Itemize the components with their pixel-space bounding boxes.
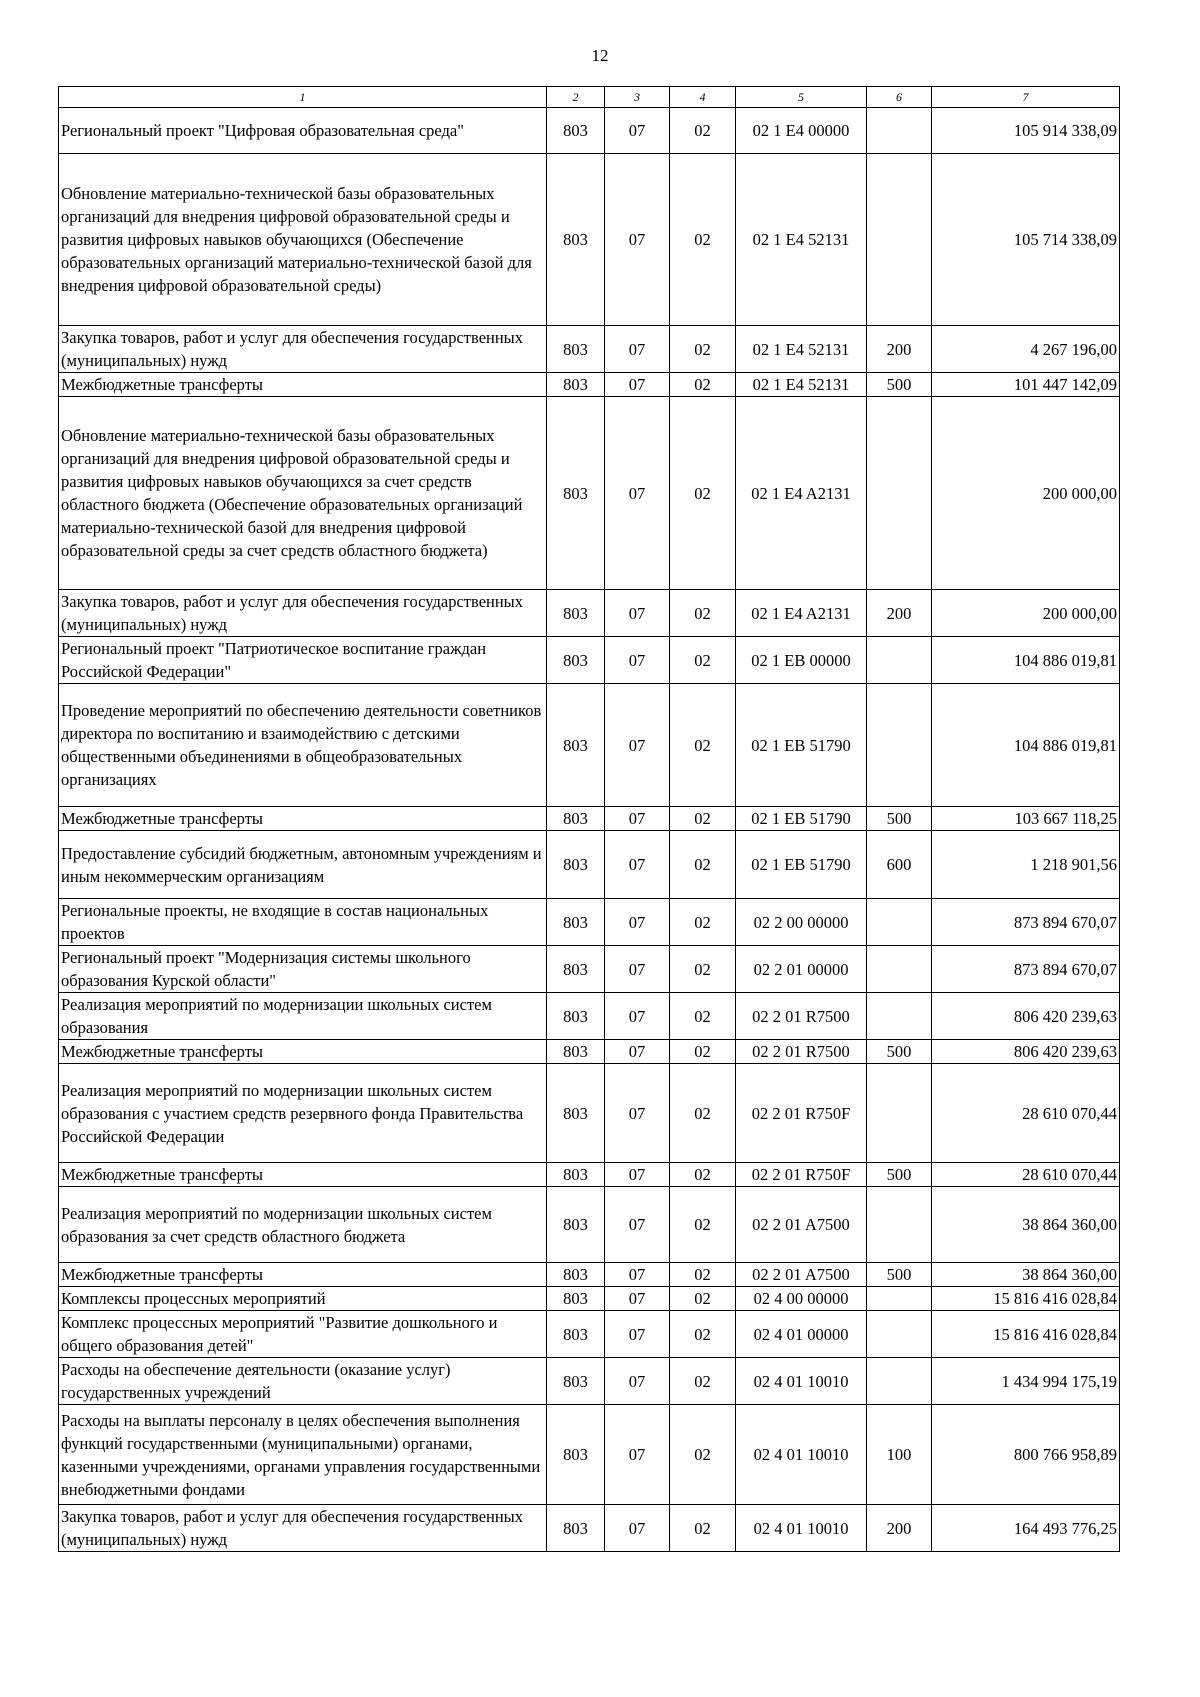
- section-code-cell: 07: [605, 1505, 670, 1552]
- expense-name-cell: Межбюджетные трансферты: [59, 1263, 547, 1287]
- table-row: [59, 397, 1120, 590]
- section-code-cell: 07: [605, 1358, 670, 1405]
- subsection-code-cell: 02: [670, 108, 736, 154]
- expense-type-cell: [867, 1311, 932, 1358]
- target-article-cell: 02 2 01 R750F: [736, 1064, 867, 1163]
- amount-cell: 1 434 994 175,19: [932, 1358, 1120, 1405]
- column-header: 3: [605, 87, 670, 108]
- subsection-code-cell: 02: [670, 1311, 736, 1358]
- table-body: [59, 108, 1120, 1552]
- amount-cell: 806 420 239,63: [932, 993, 1120, 1040]
- section-code-cell: 07: [605, 1405, 670, 1505]
- amount-cell: 28 610 070,44: [932, 1064, 1120, 1163]
- expense-name-cell: Реализация мероприятий по модернизации школьных систем образования: [59, 993, 547, 1040]
- expense-type-cell: [867, 1358, 932, 1405]
- expense-name-cell: Межбюджетные трансферты: [59, 373, 547, 397]
- expense-type-cell: [867, 946, 932, 993]
- expense-name-cell: Реализация мероприятий по модернизации школьных систем образования за счет средств областного бюджета: [59, 1187, 547, 1263]
- section-code-cell: 07: [605, 397, 670, 590]
- amount-cell: 38 864 360,00: [932, 1263, 1120, 1287]
- table-row: [59, 831, 1120, 899]
- ministry-code-cell: 803: [547, 1358, 605, 1405]
- section-code-cell: 07: [605, 1040, 670, 1064]
- expense-name-cell: Комплексы процессных мероприятий: [59, 1287, 547, 1311]
- section-code-cell: 07: [605, 154, 670, 326]
- ministry-code-cell: 803: [547, 807, 605, 831]
- expense-type-cell: 200: [867, 590, 932, 637]
- table-row: [59, 108, 1120, 154]
- target-article-cell: 02 2 01 00000: [736, 946, 867, 993]
- ministry-code-cell: 803: [547, 397, 605, 590]
- subsection-code-cell: 02: [670, 1505, 736, 1552]
- amount-cell: 164 493 776,25: [932, 1505, 1120, 1552]
- ministry-code-cell: 803: [547, 1505, 605, 1552]
- table-header-row: [59, 87, 1120, 108]
- expense-type-cell: 500: [867, 807, 932, 831]
- subsection-code-cell: 02: [670, 684, 736, 807]
- amount-cell: 806 420 239,63: [932, 1040, 1120, 1064]
- column-header: 7: [932, 87, 1120, 108]
- section-code-cell: 07: [605, 637, 670, 684]
- subsection-code-cell: 02: [670, 590, 736, 637]
- section-code-cell: 07: [605, 1064, 670, 1163]
- expense-name-cell: Комплекс процессных мероприятий "Развитие дошкольного и общего образования детей": [59, 1311, 547, 1358]
- expense-type-cell: 500: [867, 1263, 932, 1287]
- expense-type-cell: [867, 684, 932, 807]
- expense-type-cell: 200: [867, 326, 932, 373]
- amount-cell: 800 766 958,89: [932, 1405, 1120, 1505]
- amount-cell: 105 914 338,09: [932, 108, 1120, 154]
- target-article-cell: 02 2 01 R7500: [736, 1040, 867, 1064]
- table-row: [59, 1505, 1120, 1552]
- column-header: 5: [736, 87, 867, 108]
- subsection-code-cell: 02: [670, 397, 736, 590]
- table-row: [59, 946, 1120, 993]
- target-article-cell: 02 4 01 00000: [736, 1311, 867, 1358]
- target-article-cell: 02 2 01 R7500: [736, 993, 867, 1040]
- subsection-code-cell: 02: [670, 1405, 736, 1505]
- expense-type-cell: [867, 993, 932, 1040]
- target-article-cell: 02 1 EB 51790: [736, 831, 867, 899]
- subsection-code-cell: 02: [670, 637, 736, 684]
- subsection-code-cell: 02: [670, 807, 736, 831]
- amount-cell: 101 447 142,09: [932, 373, 1120, 397]
- target-article-cell: 02 4 01 10010: [736, 1405, 867, 1505]
- amount-cell: 38 864 360,00: [932, 1187, 1120, 1263]
- expense-type-cell: 500: [867, 1163, 932, 1187]
- amount-cell: 104 886 019,81: [932, 684, 1120, 807]
- target-article-cell: 02 1 EB 00000: [736, 637, 867, 684]
- target-article-cell: 02 2 00 00000: [736, 899, 867, 946]
- table-row: [59, 1263, 1120, 1287]
- table-row: [59, 637, 1120, 684]
- expense-name-cell: Реализация мероприятий по модернизации школьных систем образования с участием средств резервного фонда Правительства Российской Федерации: [59, 1064, 547, 1163]
- expense-type-cell: [867, 108, 932, 154]
- table-row: [59, 154, 1120, 326]
- ministry-code-cell: 803: [547, 1311, 605, 1358]
- section-code-cell: 07: [605, 1263, 670, 1287]
- target-article-cell: 02 1 E4 A2131: [736, 397, 867, 590]
- table-row: [59, 993, 1120, 1040]
- subsection-code-cell: 02: [670, 1358, 736, 1405]
- ministry-code-cell: 803: [547, 373, 605, 397]
- expense-name-cell: Закупка товаров, работ и услуг для обеспечения государственных (муниципальных) нужд: [59, 326, 547, 373]
- section-code-cell: 07: [605, 1187, 670, 1263]
- ministry-code-cell: 803: [547, 154, 605, 326]
- amount-cell: 105 714 338,09: [932, 154, 1120, 326]
- expense-name-cell: Межбюджетные трансферты: [59, 807, 547, 831]
- expense-name-cell: Региональный проект "Модернизация системы школьного образования Курской области": [59, 946, 547, 993]
- ministry-code-cell: 803: [547, 831, 605, 899]
- section-code-cell: 07: [605, 899, 670, 946]
- amount-cell: 200 000,00: [932, 590, 1120, 637]
- expense-type-cell: 200: [867, 1505, 932, 1552]
- expense-name-cell: Региональный проект "Патриотическое воспитание граждан Российской Федерации": [59, 637, 547, 684]
- subsection-code-cell: 02: [670, 373, 736, 397]
- column-header: 2: [547, 87, 605, 108]
- column-header: 6: [867, 87, 932, 108]
- subsection-code-cell: 02: [670, 993, 736, 1040]
- expense-type-cell: 500: [867, 373, 932, 397]
- table-row: [59, 1040, 1120, 1064]
- amount-cell: 873 894 670,07: [932, 946, 1120, 993]
- table-row: [59, 590, 1120, 637]
- table-row: [59, 1311, 1120, 1358]
- expense-name-cell: Закупка товаров, работ и услуг для обеспечения государственных (муниципальных) нужд: [59, 590, 547, 637]
- section-code-cell: 07: [605, 993, 670, 1040]
- expense-name-cell: Закупка товаров, работ и услуг для обеспечения государственных (муниципальных) нужд: [59, 1505, 547, 1552]
- table-row: [59, 1187, 1120, 1263]
- table-row: [59, 1405, 1120, 1505]
- section-code-cell: 07: [605, 1163, 670, 1187]
- subsection-code-cell: 02: [670, 1064, 736, 1163]
- section-code-cell: 07: [605, 590, 670, 637]
- table-row: [59, 326, 1120, 373]
- subsection-code-cell: 02: [670, 1187, 736, 1263]
- subsection-code-cell: 02: [670, 1263, 736, 1287]
- amount-cell: 15 816 416 028,84: [932, 1287, 1120, 1311]
- expense-name-cell: Проведение мероприятий по обеспечению деятельности советников директора по воспитанию и взаимодействию с детскими общественными объединениями в общеобразовательных организациях: [59, 684, 547, 807]
- target-article-cell: 02 1 E4 52131: [736, 326, 867, 373]
- amount-cell: 103 667 118,25: [932, 807, 1120, 831]
- amount-cell: 873 894 670,07: [932, 899, 1120, 946]
- expense-name-cell: Расходы на обеспечение деятельности (оказание услуг) государственных учреждений: [59, 1358, 547, 1405]
- subsection-code-cell: 02: [670, 1163, 736, 1187]
- amount-cell: 1 218 901,56: [932, 831, 1120, 899]
- ministry-code-cell: 803: [547, 1405, 605, 1505]
- page-number: 12: [591, 46, 609, 65]
- expense-name-cell: Региональные проекты, не входящие в состав национальных проектов: [59, 899, 547, 946]
- target-article-cell: 02 1 EB 51790: [736, 684, 867, 807]
- expense-type-cell: [867, 637, 932, 684]
- target-article-cell: 02 4 01 10010: [736, 1358, 867, 1405]
- target-article-cell: 02 1 E4 00000: [736, 108, 867, 154]
- expense-name-cell: Расходы на выплаты персоналу в целях обеспечения выполнения функций государственными (муниципальными) органами, казенными учреждениями, органами управления государственными внебюджетными фондами: [59, 1405, 547, 1505]
- section-code-cell: 07: [605, 373, 670, 397]
- table-row: [59, 373, 1120, 397]
- ministry-code-cell: 803: [547, 1040, 605, 1064]
- table-row: [59, 1064, 1120, 1163]
- target-article-cell: 02 4 01 10010: [736, 1505, 867, 1552]
- expense-type-cell: 100: [867, 1405, 932, 1505]
- ministry-code-cell: 803: [547, 1163, 605, 1187]
- expense-type-cell: 600: [867, 831, 932, 899]
- table-row: [59, 899, 1120, 946]
- target-article-cell: 02 1 EB 51790: [736, 807, 867, 831]
- table-row: [59, 1358, 1120, 1405]
- expense-name-cell: Обновление материально-технической базы образовательных организаций для внедрения цифровой образовательной среды и развития цифровых навыков обучающихся (Обеспечение образовательных организаций материально-технической базой для внедрения цифровой образовательной среды): [59, 154, 547, 326]
- table-row: [59, 1163, 1120, 1187]
- section-code-cell: 07: [605, 108, 670, 154]
- subsection-code-cell: 02: [670, 1040, 736, 1064]
- subsection-code-cell: 02: [670, 899, 736, 946]
- ministry-code-cell: 803: [547, 108, 605, 154]
- target-article-cell: 02 1 E4 52131: [736, 373, 867, 397]
- expense-name-cell: Региональный проект "Цифровая образовательная среда": [59, 108, 547, 154]
- expense-name-cell: Обновление материально-технической базы образовательных организаций для внедрения цифровой образовательной среды и развития цифровых навыков обучающихся за счет средств областного бюджета (Обеспечение образовательных организаций материально-технической базой для внедрения цифровой образовательной среды за счет средств областного бюджета): [59, 397, 547, 590]
- ministry-code-cell: 803: [547, 946, 605, 993]
- subsection-code-cell: 02: [670, 1287, 736, 1311]
- section-code-cell: 07: [605, 831, 670, 899]
- section-code-cell: 07: [605, 1311, 670, 1358]
- target-article-cell: 02 2 01 A7500: [736, 1263, 867, 1287]
- ministry-code-cell: 803: [547, 637, 605, 684]
- section-code-cell: 07: [605, 807, 670, 831]
- target-article-cell: 02 4 00 00000: [736, 1287, 867, 1311]
- ministry-code-cell: 803: [547, 1187, 605, 1263]
- expense-name-cell: Межбюджетные трансферты: [59, 1163, 547, 1187]
- table-row: [59, 684, 1120, 807]
- section-code-cell: 07: [605, 946, 670, 993]
- amount-cell: 4 267 196,00: [932, 326, 1120, 373]
- ministry-code-cell: 803: [547, 993, 605, 1040]
- column-header: 4: [670, 87, 736, 108]
- subsection-code-cell: 02: [670, 154, 736, 326]
- section-code-cell: 07: [605, 326, 670, 373]
- expense-type-cell: [867, 1287, 932, 1311]
- expense-type-cell: [867, 1064, 932, 1163]
- ministry-code-cell: 803: [547, 684, 605, 807]
- target-article-cell: 02 1 E4 A2131: [736, 590, 867, 637]
- expense-type-cell: [867, 154, 932, 326]
- amount-cell: 200 000,00: [932, 397, 1120, 590]
- ministry-code-cell: 803: [547, 1263, 605, 1287]
- amount-cell: 15 816 416 028,84: [932, 1311, 1120, 1358]
- ministry-code-cell: 803: [547, 590, 605, 637]
- amount-cell: 104 886 019,81: [932, 637, 1120, 684]
- subsection-code-cell: 02: [670, 946, 736, 993]
- ministry-code-cell: 803: [547, 899, 605, 946]
- expense-name-cell: Предоставление субсидий бюджетным, автономным учреждениям и иным некоммерческим организациям: [59, 831, 547, 899]
- target-article-cell: 02 1 E4 52131: [736, 154, 867, 326]
- expense-type-cell: [867, 1187, 932, 1263]
- column-header: 1: [59, 87, 547, 108]
- section-code-cell: 07: [605, 1287, 670, 1311]
- table-row: [59, 1287, 1120, 1311]
- expense-type-cell: [867, 397, 932, 590]
- budget-table: [58, 86, 1120, 1552]
- target-article-cell: 02 2 01 A7500: [736, 1187, 867, 1263]
- ministry-code-cell: 803: [547, 326, 605, 373]
- target-article-cell: 02 2 01 R750F: [736, 1163, 867, 1187]
- expense-name-cell: Межбюджетные трансферты: [59, 1040, 547, 1064]
- section-code-cell: 07: [605, 684, 670, 807]
- subsection-code-cell: 02: [670, 831, 736, 899]
- ministry-code-cell: 803: [547, 1287, 605, 1311]
- ministry-code-cell: 803: [547, 1064, 605, 1163]
- amount-cell: 28 610 070,44: [932, 1163, 1120, 1187]
- expense-type-cell: 500: [867, 1040, 932, 1064]
- table-row: [59, 807, 1120, 831]
- subsection-code-cell: 02: [670, 326, 736, 373]
- expense-type-cell: [867, 899, 932, 946]
